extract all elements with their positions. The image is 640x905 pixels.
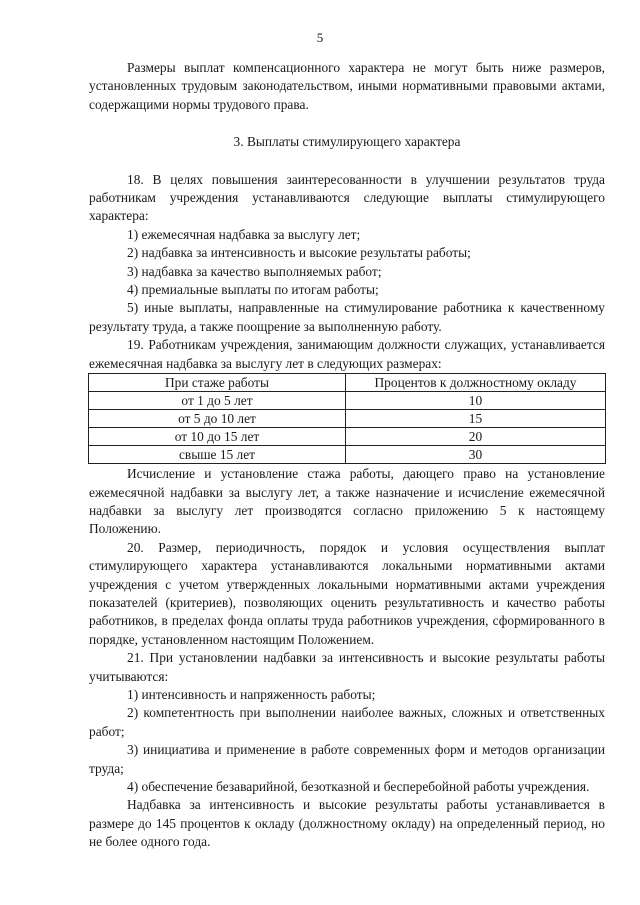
table-cell: 20 — [346, 428, 606, 446]
list-item: 1) интенсивность и напряженность работы; — [127, 686, 376, 702]
intro-paragraph: Размеры выплат компенсационного характера не могут быть ниже размеров, установленных трудовым законодательством, иными нормативными правовыми актами, содержащими нормы трудового права. — [89, 60, 605, 112]
table-cell: от 1 до 5 лет — [89, 392, 346, 410]
table-header-cell: При стаже работы — [89, 374, 346, 392]
list-item: 4) обеспечение безаварийной, безотказной и бесперебойной работы учреждения. — [127, 779, 590, 794]
table-cell: от 10 до 15 лет — [89, 428, 346, 446]
paragraph-21-lead: 21. При установлении надбавки за интенсивность и высокие результаты работы учитываются: — [89, 650, 605, 684]
final-paragraph: Надбавка за интенсивность и высокие результаты работы устанавливается в размере до 145 процентов к окладу (должностному окладу) на определенный период, но не более одного года. — [89, 797, 605, 850]
list-item: 4) премиальные выплаты по итогам работы; — [127, 282, 379, 298]
seniority-table — [88, 373, 606, 464]
table-cell: от 5 до 10 лет — [89, 410, 346, 428]
table-header-row — [89, 374, 606, 392]
table-row — [89, 392, 606, 410]
document-body — [89, 59, 605, 852]
paragraph-18-lead: 18. В целях повышения заинтересованности в улучшении результатов труда работникам учреждения устанавливаются следующие выплаты стимулирующего характера: — [89, 171, 605, 224]
list-item: 3) инициатива и применение в работе современных форм и методов организации труда; — [89, 742, 605, 776]
page-number: 5 — [316, 30, 324, 45]
table-row — [89, 446, 606, 464]
section-heading: 3. Выплаты стимулирующего характера — [233, 134, 461, 150]
table-cell: 10 — [346, 392, 606, 410]
list-item: 2) компетентность при выполнении наиболее важных, сложных и ответственных работ; — [89, 705, 605, 739]
table-row — [89, 428, 606, 446]
calculation-paragraph: Исчисление и установление стажа работы, дающего право на установление ежемесячной надбавки за выслугу лет, а также назначение и исчисление ежемесячной надбавки за выслугу лет производятся согласно приложению 5 к настоящему Положению. — [89, 466, 605, 537]
table-cell: свыше 15 лет — [89, 446, 346, 464]
paragraph-19-lead: 19. Работникам учреждения, занимающим должности служащих, устанавливается ежемесячная надбавка за выслугу лет в следующих размерах: — [89, 337, 605, 371]
table-cell: 15 — [346, 410, 606, 428]
list-item: 2) надбавка за интенсивность и высокие результаты работы; — [127, 245, 471, 261]
table-row — [89, 410, 606, 428]
table-header-cell: Процентов к должностному окладу — [346, 374, 606, 392]
table-cell: 30 — [346, 446, 606, 464]
list-item: 1) ежемесячная надбавка за выслугу лет; — [127, 226, 361, 242]
list-item: 5) иные выплаты, направленные на стимулирование работника к качественному результату труда, а также поощрение за выполненную работу. — [89, 300, 605, 334]
list-item: 3) надбавка за качество выполняемых работ; — [127, 263, 382, 279]
paragraph-20: 20. Размер, периодичность, порядок и условия осуществления выплат стимулирующего характера устанавливаются локальными нормативными актами учреждения с учетом утвержденных локальными нормативными актами учреждения показателей (критериев), позволяющих оценить результативность и качество работы работников, в пределах фонда оплаты труда работников учреждения, сформированного в порядке, установленном настоящим Положением. — [89, 539, 605, 647]
